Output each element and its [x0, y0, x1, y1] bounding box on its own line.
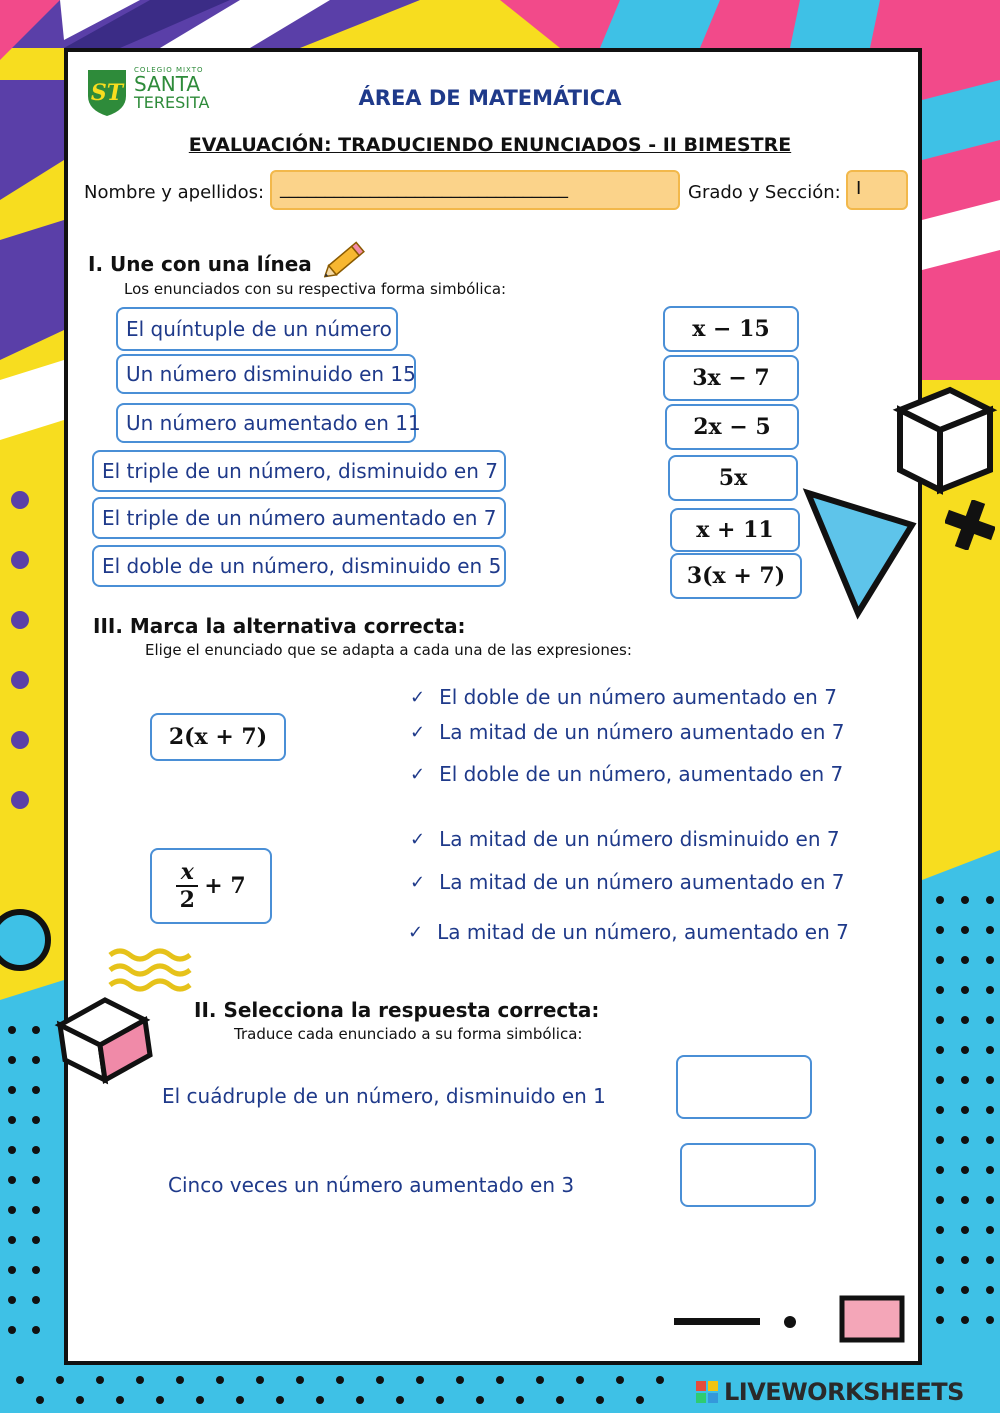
check-icon: ✓	[410, 871, 426, 893]
section1-title: I. Une con una línea	[88, 252, 312, 276]
expression-2[interactable]: 3x − 7	[663, 355, 799, 401]
fraction-denominator: 2	[179, 887, 195, 913]
section1-subtitle: Los enunciados con su respectiva forma simbólica:	[124, 280, 507, 298]
logo-initials: ST	[90, 80, 124, 106]
section3-subtitle: Elige el enunciado que se adapta a cada una de las expresiones:	[145, 641, 632, 659]
school-logo	[84, 64, 224, 120]
section2-title: II. Selecciona la respuesta correcta:	[194, 998, 600, 1022]
statement-2[interactable]: Un número disminuido en 15	[116, 354, 416, 394]
shapes-decoration	[670, 1290, 910, 1350]
answer-input-2[interactable]	[680, 1143, 816, 1207]
section2-subtitle: Traduce cada enunciado a su forma simbólica:	[234, 1025, 583, 1043]
name-label: Nombre y apellidos:	[84, 182, 265, 203]
check-icon: ✓	[410, 721, 426, 743]
statement-4[interactable]: El triple de un número, disminuido en 7	[92, 450, 506, 492]
q1-option-2-label: La mitad de un número aumentado en 7	[439, 720, 845, 744]
section2-item-2: Cinco veces un número aumentado en 3	[168, 1173, 575, 1197]
question1-expression: 2(x + 7)	[150, 713, 286, 761]
name-field[interactable]: ________________________________	[270, 170, 680, 210]
check-icon: ✓	[408, 921, 424, 943]
q2-option-3[interactable]	[408, 920, 849, 944]
expression-3[interactable]: 2x − 5	[665, 404, 799, 450]
liveworksheets-logo-icon	[696, 1381, 718, 1403]
section2-item-1: El cuádruple de un número, disminuido en 1	[162, 1084, 606, 1108]
expression-4[interactable]: 5x	[668, 455, 798, 501]
statement-3[interactable]: Un número aumentado en 11	[116, 403, 416, 443]
logo-name-2: TERESITA	[134, 93, 210, 112]
q1-option-2[interactable]	[410, 720, 844, 744]
watermark-text: LIVEWORKSHEETS	[724, 1378, 964, 1406]
q2-option-1-label: La mitad de un número disminuido en 7	[439, 827, 840, 851]
check-icon: ✓	[410, 763, 426, 785]
expression-1[interactable]: x − 15	[663, 306, 799, 352]
section3-title: III. Marca la alternativa correcta:	[93, 614, 466, 638]
pencil-icon	[324, 236, 370, 280]
liveworksheets-watermark	[696, 1376, 964, 1408]
q2-option-2[interactable]	[410, 870, 844, 894]
question2-expression	[150, 848, 272, 924]
q1-option-3-label: El doble de un número, aumentado en 7	[439, 762, 844, 786]
statement-6[interactable]: El doble de un número, disminuido en 5	[92, 545, 506, 587]
q2-option-2-label: La mitad de un número aumentado en 7	[439, 870, 845, 894]
triangle-decoration	[800, 485, 920, 620]
grade-label: Grado y Sección:	[688, 182, 841, 203]
logo-name-1: SANTA	[134, 72, 201, 96]
cross-decoration	[945, 500, 995, 550]
expression-5[interactable]: x + 11	[670, 508, 800, 552]
shield-icon	[84, 66, 130, 118]
logo-top-text: COLEGIO MIXTO	[134, 66, 204, 74]
fraction-rest: + 7	[204, 873, 246, 899]
q2-option-3-label: La mitad de un número, aumentado en 7	[437, 920, 849, 944]
expression-6[interactable]: 3(x + 7)	[670, 553, 802, 599]
q1-option-1[interactable]	[410, 685, 837, 709]
q1-option-3[interactable]	[410, 762, 843, 786]
grade-field[interactable]: I	[846, 170, 908, 210]
squiggle-decoration	[105, 945, 195, 1005]
cube-outline-decoration	[880, 380, 1000, 500]
fraction-numerator: x	[180, 859, 194, 885]
q1-option-1-label: El doble de un número aumentado en 7	[439, 685, 837, 709]
evaluation-title: EVALUACIÓN: TRADUCIENDO ENUNCIADOS - II BIMESTRE	[188, 134, 792, 156]
answer-input-1[interactable]	[676, 1055, 812, 1119]
statement-5[interactable]: El triple de un número aumentado en 7	[92, 497, 506, 539]
check-icon: ✓	[410, 828, 426, 850]
area-title: ÁREA DE MATEMÁTICA	[358, 86, 622, 110]
statement-1[interactable]: El quíntuple de un número	[116, 307, 398, 351]
check-icon: ✓	[410, 686, 426, 708]
q2-option-1[interactable]	[410, 827, 840, 851]
